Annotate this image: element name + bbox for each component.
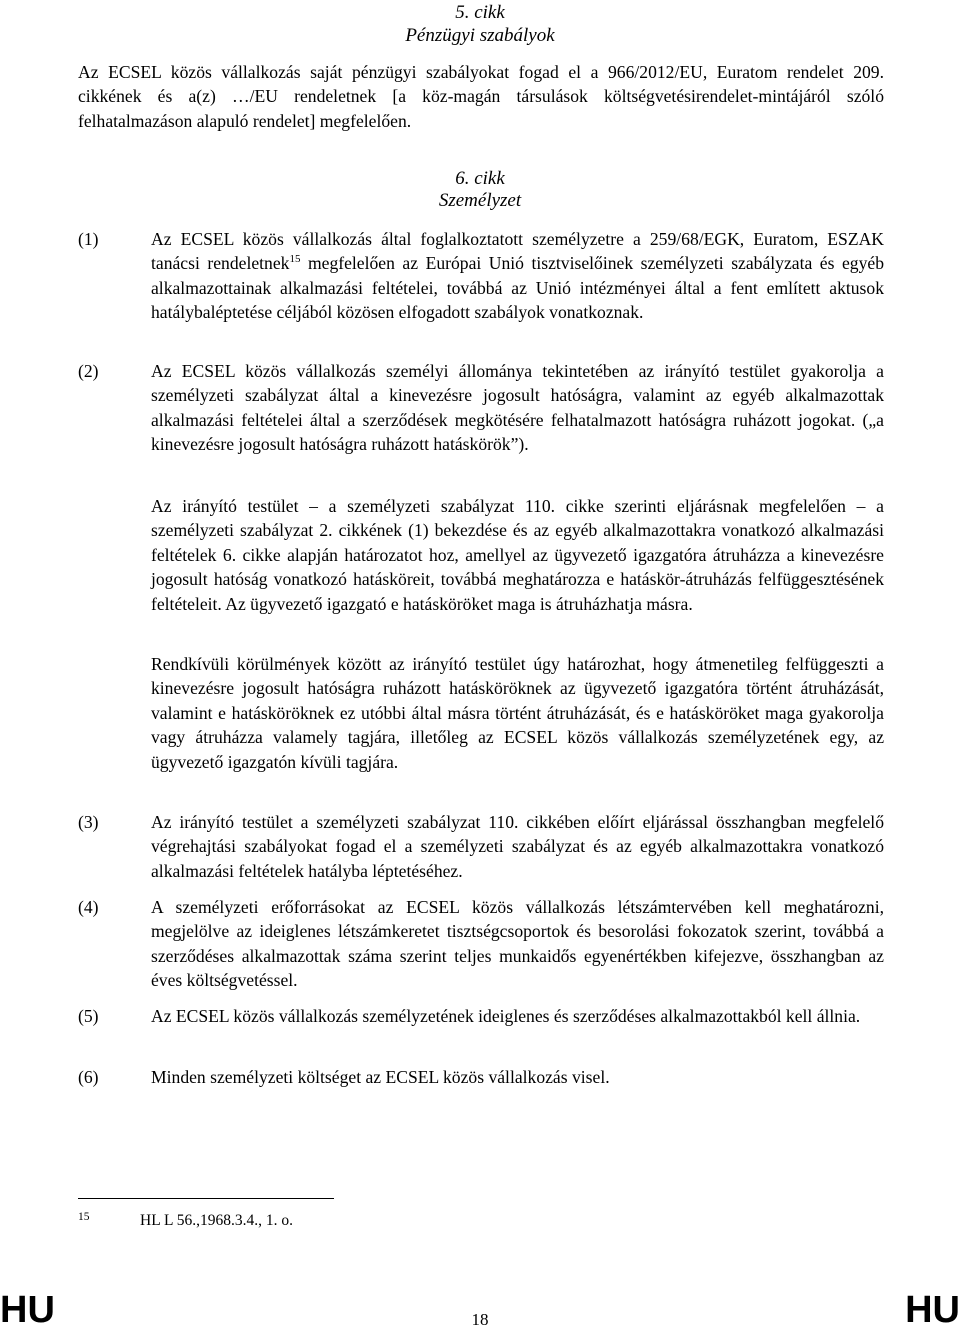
language-code-left: HU (0, 1289, 55, 1331)
paragraph-1-number: (1) (78, 229, 99, 249)
article-6-title: Személyzet (438, 190, 522, 211)
paragraph-4-number: (4) (78, 897, 99, 917)
paragraph-3-number: (3) (78, 812, 99, 832)
paragraph-5-number: (5) (78, 1006, 99, 1026)
paragraph-3-text: Az irányító testület a személyzeti szabályzat 110. cikkében előírt eljárással összhangban megfelelő végrehajtási szabályokat fogad el a személyzeti szabályzat és az egyéb alkalmazottakra vonatkozó alkalmazási feltételek hatályba léptetéséhez. (151, 812, 884, 881)
paragraph-6-number: (6) (78, 1067, 99, 1087)
footnote-text: HL L 56.,1968.3.4., 1. o. (140, 1212, 293, 1229)
paragraph-5-text: Az ECSEL közös vállalkozás személyzetének ideiglenes és szerződéses alkalmazottakból kell állnia. (151, 1006, 861, 1026)
language-code-right: HU (905, 1289, 960, 1331)
paragraph-2-number: (2) (78, 361, 99, 381)
footnote-reference: 15 (289, 253, 301, 266)
page-number: 18 (471, 1310, 489, 1329)
paragraph-1-text-b: megfelelően az Európai Unió tisztviselőinek személyzeti szabályzata és egyéb alkalmazottainak alkalmazási feltételei, továbbá az Unió intézményei által a fent említett aktusok hatálybaléptetése céljából közösen elfogadott szabályok vonatkoznak. (151, 253, 884, 323)
article-5-title: Pénzügyi szabályok (405, 25, 555, 46)
paragraph-2-text-2: Az irányító testület – a személyzeti szabályzat 110. cikke szerinti eljárásnak megfelelően – a személyzeti szabályzat 2. cikkének (1) bekezdése és az egyéb alkalmazottakra vonatkozó alkalmazási feltételek 6. cikke alapján határozatot hoz, amellyel az ügyvezető igazgatóra átruházza a kinevezésre jogosult hatóság vonatkozó hatásköreit, továbbá meghatározza e hatáskör-átruházás felfüggesztésének feltételeit. Az ügyvezető igazgató e hatásköröket maga is átruházhatja másra. (151, 496, 884, 614)
paragraph-6-text: Minden személyzeti költséget az ECSEL közös vállalkozás visel. (151, 1067, 610, 1087)
paragraph-1-text-a: Az ECSEL közös vállalkozás által foglalkoztatott személyzetre a 259/68/EGK, Euratom, ESZAK tanácsi rendeletnek (151, 229, 884, 274)
article-5-text: Az ECSEL közös vállalkozás saját pénzügyi szabályokat fogad el a 966/2012/EU, Euratom rendelet 209. cikkének és a(z) …/EU rendeletnek [a köz-magán társulások költségvetésirendelet-mintájáról szóló felhatalmazáson alapuló rendelet] megfelelően. (78, 62, 884, 131)
article-6-number: 6. cikk (455, 168, 505, 189)
paragraph-1-text (151, 227, 884, 325)
paragraph-2-text: Az ECSEL közös vállalkozás személyi állománya tekintetében az irányító testület gyakorolja a személyzeti szabályzat által a kinevezésre jogosult hatóságra, valamint az egyéb alkalmazottak alkalmazási feltételei által a szerződések megkötésére felhatalmazott hatóságra ruházott jogokat. („a kinevezésre jogosult hatóságra ruházott hatáskörök”). (151, 361, 884, 455)
footnote-mark: 15 (78, 1211, 90, 1223)
article-5-number: 5. cikk (455, 2, 505, 23)
paragraph-4-text: A személyzeti erőforrásokat az ECSEL közös vállalkozás létszámtervében kell meghatározni, megjelölve az ideiglenes létszámkeretet tisztségcsoportok és besorolási fokozatok szerint, továbbá a szerződéses alkalmazottak száma szerint teljes munkaidős egyenértékben kifejezve, összhangban az éves költségvetéssel. (151, 897, 884, 991)
paragraph-2-text-3: Rendkívüli körülmények között az irányító testület úgy határozhat, hogy átmenetileg felfüggeszti a kinevezésre jogosult hatóságra ruházott hatásköröknek az ügyvezető igazgatóra történt átruházását, valamint e hatásköröknek ez utóbbi által másra történt átruházását, és e hatásköröket maga gyakorolja vagy átruházza valamely tagjára, illetőleg az ECSEL közös vállalkozás személyzetének egy, az ügyvezető igazgatón kívüli tagjára. (151, 654, 884, 772)
footnote-separator (78, 1198, 334, 1199)
